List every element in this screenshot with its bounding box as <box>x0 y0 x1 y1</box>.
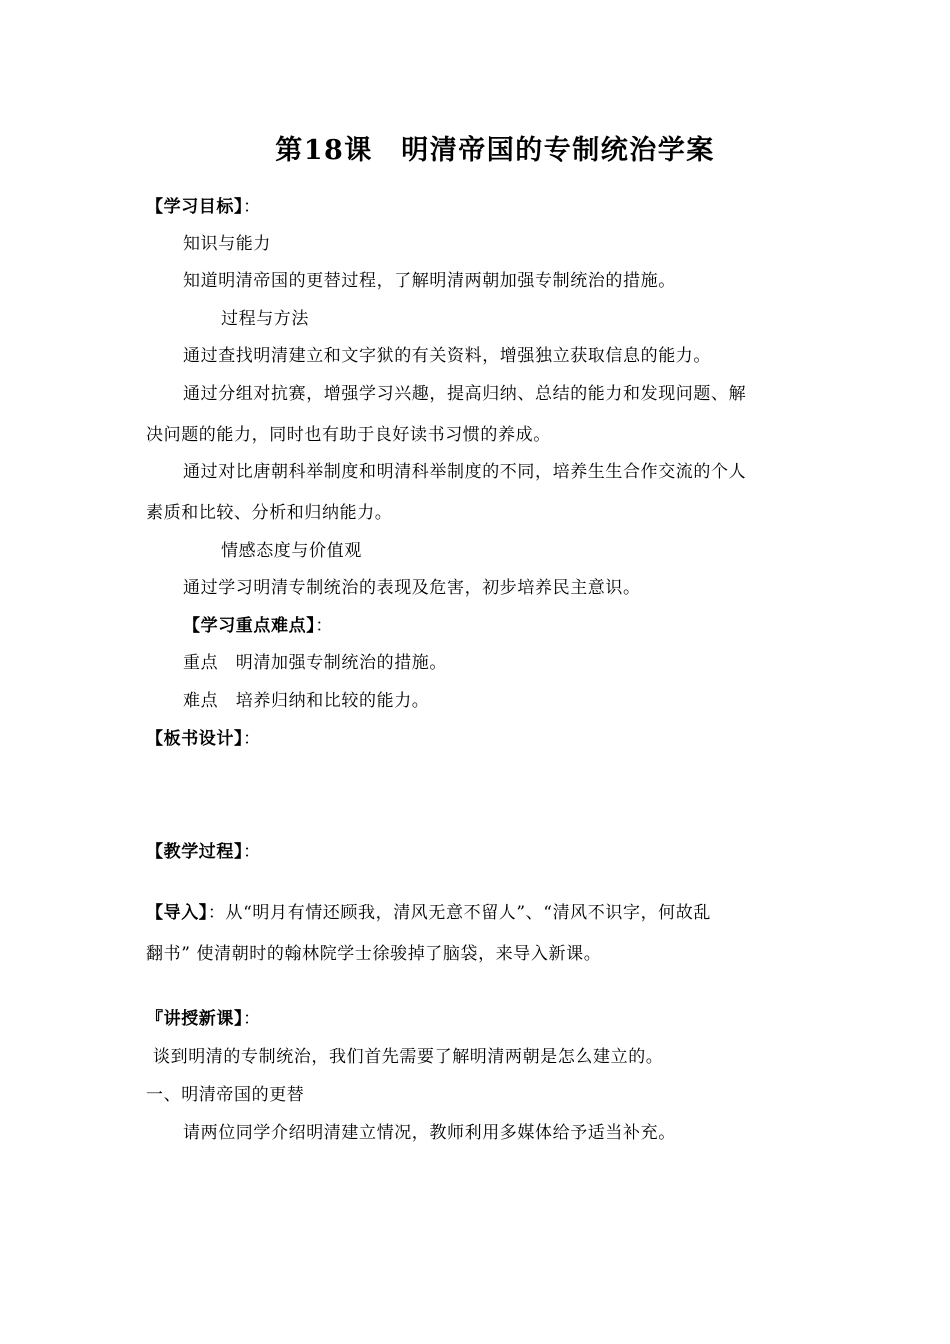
section-one-text: 请两位同学介绍明清建立情况，教师利用多媒体给予适当补充。 <box>183 1123 676 1143</box>
board-design-heading-label: 【板书设计】 <box>146 729 244 749</box>
process-heading: 过程与方法 <box>221 309 309 329</box>
teaching-process-heading-label: 【教学过程】 <box>146 842 244 862</box>
process-text-3-line2: 素质和比较、分析和归纳能力。 <box>146 503 393 523</box>
emotion-heading: 情感态度与价值观 <box>221 541 362 561</box>
objectives-heading-label: 【学习目标】 <box>146 197 244 217</box>
process-text-2-line2: 决问题的能力，同时也有助于良好读书习惯的养成。 <box>146 425 551 445</box>
teaching-process-heading <box>146 841 261 863</box>
introduction-heading-label: 【导入】 <box>146 903 208 923</box>
new-lesson-heading-colon: ： <box>243 1009 261 1029</box>
introduction-text-line2: 翻书” 使清朝时的翰林院学士徐骏掉了脑袋，来导入新课。 <box>146 944 602 964</box>
objectives-heading-colon: ： <box>243 197 261 217</box>
new-lesson-heading-label: 『讲授新课】 <box>146 1009 244 1029</box>
board-design-heading <box>146 728 261 750</box>
board-design-heading-colon: ： <box>243 729 261 749</box>
emotion-text: 通过学习明清专制统治的表现及危害，初步培养民主意识。 <box>183 578 641 598</box>
new-lesson-intro: 谈到明清的专制统治，我们首先需要了解明清两朝是怎么建立的。 <box>153 1047 664 1067</box>
key-points-heading <box>183 615 333 637</box>
key-point-line: 重点 明清加强专制统治的措施。 <box>183 653 447 673</box>
process-text-2-line1: 通过分组对抗赛，增强学习兴趣，提高归纳、总结的能力和发现问题、解 <box>183 384 747 404</box>
new-lesson-heading <box>146 1008 261 1030</box>
teaching-process-heading-colon: ： <box>243 842 261 862</box>
knowledge-text: 知道明清帝国的更替过程，了解明清两朝加强专制统治的措施。 <box>183 271 676 291</box>
difficulty-line: 难点 培养归纳和比较的能力。 <box>183 691 430 711</box>
process-text-1: 通过查找明清建立和文字狱的有关资料，增强独立获取信息的能力。 <box>183 346 711 366</box>
process-text-3-line1: 通过对比唐朝科举制度和明清科举制度的不同，培养生生合作交流的个人 <box>183 462 747 482</box>
page-title: 第18课 明清帝国的专制统治学案 <box>275 135 715 166</box>
objectives-heading <box>146 196 261 218</box>
introduction-text-line1: ：从“明月有情还顾我，清风无意不留人”、“清风不识字，何故乱 <box>207 903 711 923</box>
knowledge-heading: 知识与能力 <box>183 234 271 254</box>
section-one-heading: 一、明清帝国的更替 <box>146 1085 305 1105</box>
key-points-heading-label: 【学习重点难点】 <box>183 616 316 636</box>
key-points-heading-colon: ： <box>315 616 333 636</box>
introduction-line1 <box>146 902 711 924</box>
